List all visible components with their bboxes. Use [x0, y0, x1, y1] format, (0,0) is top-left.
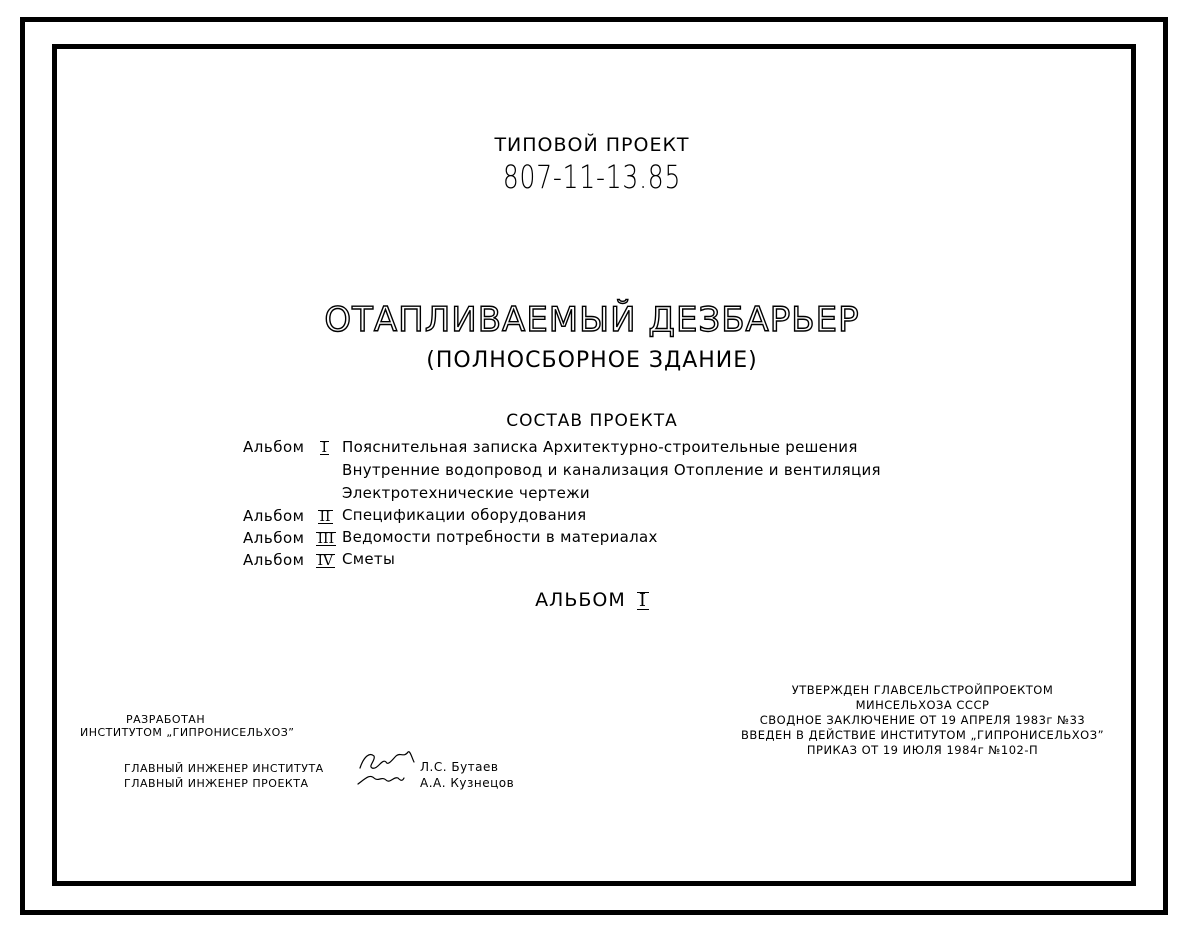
album-3-numeral: III [317, 531, 335, 547]
album-4-label: Альбом [243, 551, 305, 569]
album-3-label: Альбом [243, 529, 305, 547]
current-album [0, 589, 1184, 611]
album-1-line-3: Электротехнические чертежи [342, 484, 590, 502]
signature-kuznetsov-stroke [358, 776, 404, 784]
album-1-row [243, 437, 329, 456]
album-1-line-1: Пояснительная записка Архитектурно-строительные решения [342, 438, 858, 456]
project-type-label: ТИПОВОЙ ПРОЕКТ [494, 134, 690, 156]
main-title [0, 300, 1184, 340]
approval-line-3: СВОДНОЕ ЗАКЛЮЧЕНИЕ ОТ 19 АПРЕЛЯ 1983г №33 [759, 713, 1086, 727]
developer-line-1: РАЗРАБОТАН [126, 713, 206, 726]
chief-engineer-institute-role: ГЛАВНЫЙ ИНЖЕНЕР ИНСТИТУТА [124, 762, 324, 775]
album-4-numeral: IV [317, 553, 334, 569]
approval-line-1: УТВЕРЖДЕН ГЛАВСЕЛЬСТРОЙПРОЕКТОМ [791, 683, 1054, 697]
approval-line-2: МИНСЕЛЬХОЗА СССР [855, 698, 990, 712]
subtitle: (ПОЛНОСБОРНОЕ ЗДАНИЕ) [426, 348, 758, 373]
chief-engineer-project-name: А.А. Кузнецов [420, 776, 515, 790]
signatures-image [356, 748, 418, 790]
composition-heading: СОСТАВ ПРОЕКТА [506, 411, 678, 431]
album-1-label: Альбом [243, 438, 305, 456]
album-2-numeral: II [319, 509, 331, 525]
main-title-rest: ТАПЛИВАЕМЫЙ ДЕЗБАРЬЕР [352, 300, 860, 340]
chief-engineer-institute-name: Л.С. Бутаев [420, 760, 499, 774]
album-4-line-1: Сметы [342, 550, 396, 568]
main-title-first-letter: О [324, 300, 353, 340]
album-4-row [243, 550, 335, 569]
chief-engineer-project-role: ГЛАВНЫЙ ИНЖЕНЕР ПРОЕКТА [124, 777, 309, 790]
approval-line-4: ВВЕДЕН В ДЕЙСТВИЕ ИНСТИТУТОМ „ГИПРОНИСЕЛЬХОЗ” [740, 728, 1105, 742]
album-1-numeral: I [321, 440, 328, 456]
project-number: 807-11-13.85 [502, 158, 682, 196]
album-1-line-2: Внутренние водопровод и канализация Отопление и вентиляция [342, 461, 881, 479]
approval-block [735, 683, 1110, 758]
approval-line-5: ПРИКАЗ ОТ 19 ИЮЛЯ 1984г №102-П [806, 743, 1039, 757]
album-2-line-1: Спецификации оборудования [342, 506, 587, 524]
current-album-label: АЛЬБОМ [535, 589, 626, 611]
album-2-row [243, 506, 333, 525]
album-3-row [243, 528, 336, 547]
album-2-label: Альбом [243, 507, 305, 525]
current-album-numeral: I [638, 590, 647, 611]
album-3-line-1: Ведомости потребности в материалах [342, 528, 658, 546]
developer-line-2: ИНСТИТУТОМ „ГИПРОНИСЕЛЬХОЗ” [80, 726, 295, 739]
signature-butaev-stroke [360, 752, 414, 769]
